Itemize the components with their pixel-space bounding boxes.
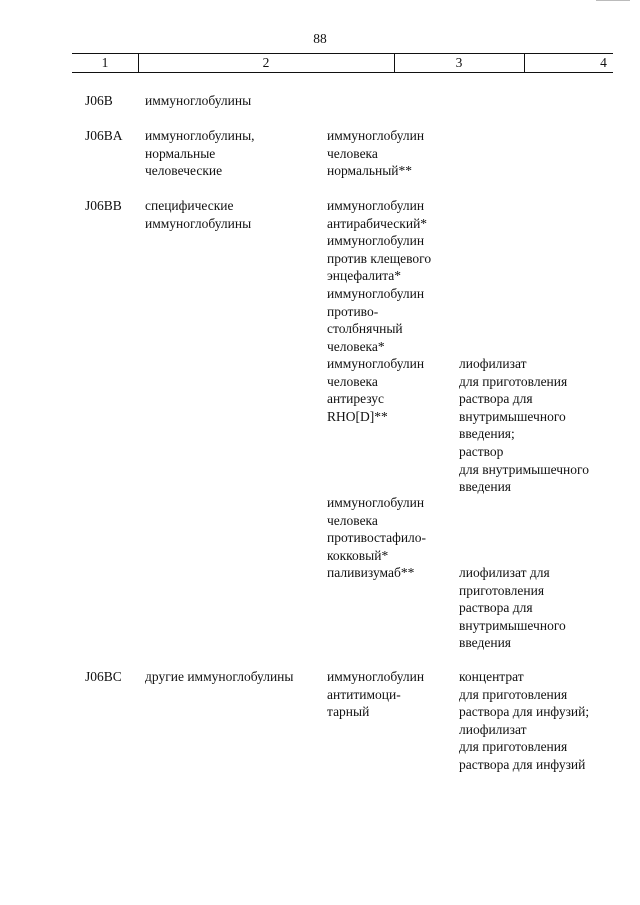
atc-code: J06BB	[85, 198, 122, 213]
drug-name: иммуноглобулин антитимоци- тарный	[327, 669, 425, 720]
header-col-2: 2	[262, 55, 270, 70]
anatomical-group: другие иммуноглобулины	[145, 669, 294, 684]
drug-name: паливизумаб**	[327, 565, 415, 580]
header-divider	[138, 54, 139, 72]
header-col-4: 4	[600, 55, 607, 70]
drug-name: иммуноглобулин человека противостафило- кокковый*	[327, 495, 427, 563]
drug-name: иммуноглобулин антирабический* иммуноглобулин против клещевого энцефалита* иммуноглобулин противо- столбнячный человека*	[327, 198, 432, 354]
atc-code: J06B	[85, 93, 113, 108]
anatomical-group: иммуноглобулины	[145, 93, 252, 108]
header-divider	[524, 54, 525, 72]
page-number: 88	[313, 31, 327, 46]
dosage-form: лиофилизат для приготовления раствора для внутримышечного введения	[459, 565, 566, 651]
header-col-1: 1	[101, 55, 109, 70]
anatomical-group: специфические иммуноглобулины	[145, 198, 252, 231]
table-header	[72, 53, 613, 73]
dosage-form: лиофилизат для приготовления раствора для внутримышечного введения; раствор для внутримышечного введения	[459, 356, 589, 495]
atc-code: J06BC	[85, 669, 122, 684]
header-divider	[394, 54, 395, 72]
corner-mark	[596, 0, 630, 3]
header-col-3: 3	[455, 55, 463, 70]
drug-name: иммуноглобулин человека антирезус RHO[D]**	[327, 356, 425, 424]
atc-code: J06BA	[85, 128, 123, 143]
anatomical-group: иммуноглобулины, нормальные человеческие	[145, 128, 255, 179]
dosage-form: концентрат для приготовления раствора для инфузий; лиофилизат для приготовления раствора для инфузий	[459, 669, 590, 772]
drug-name: иммуноглобулин человека нормальный**	[327, 128, 425, 179]
